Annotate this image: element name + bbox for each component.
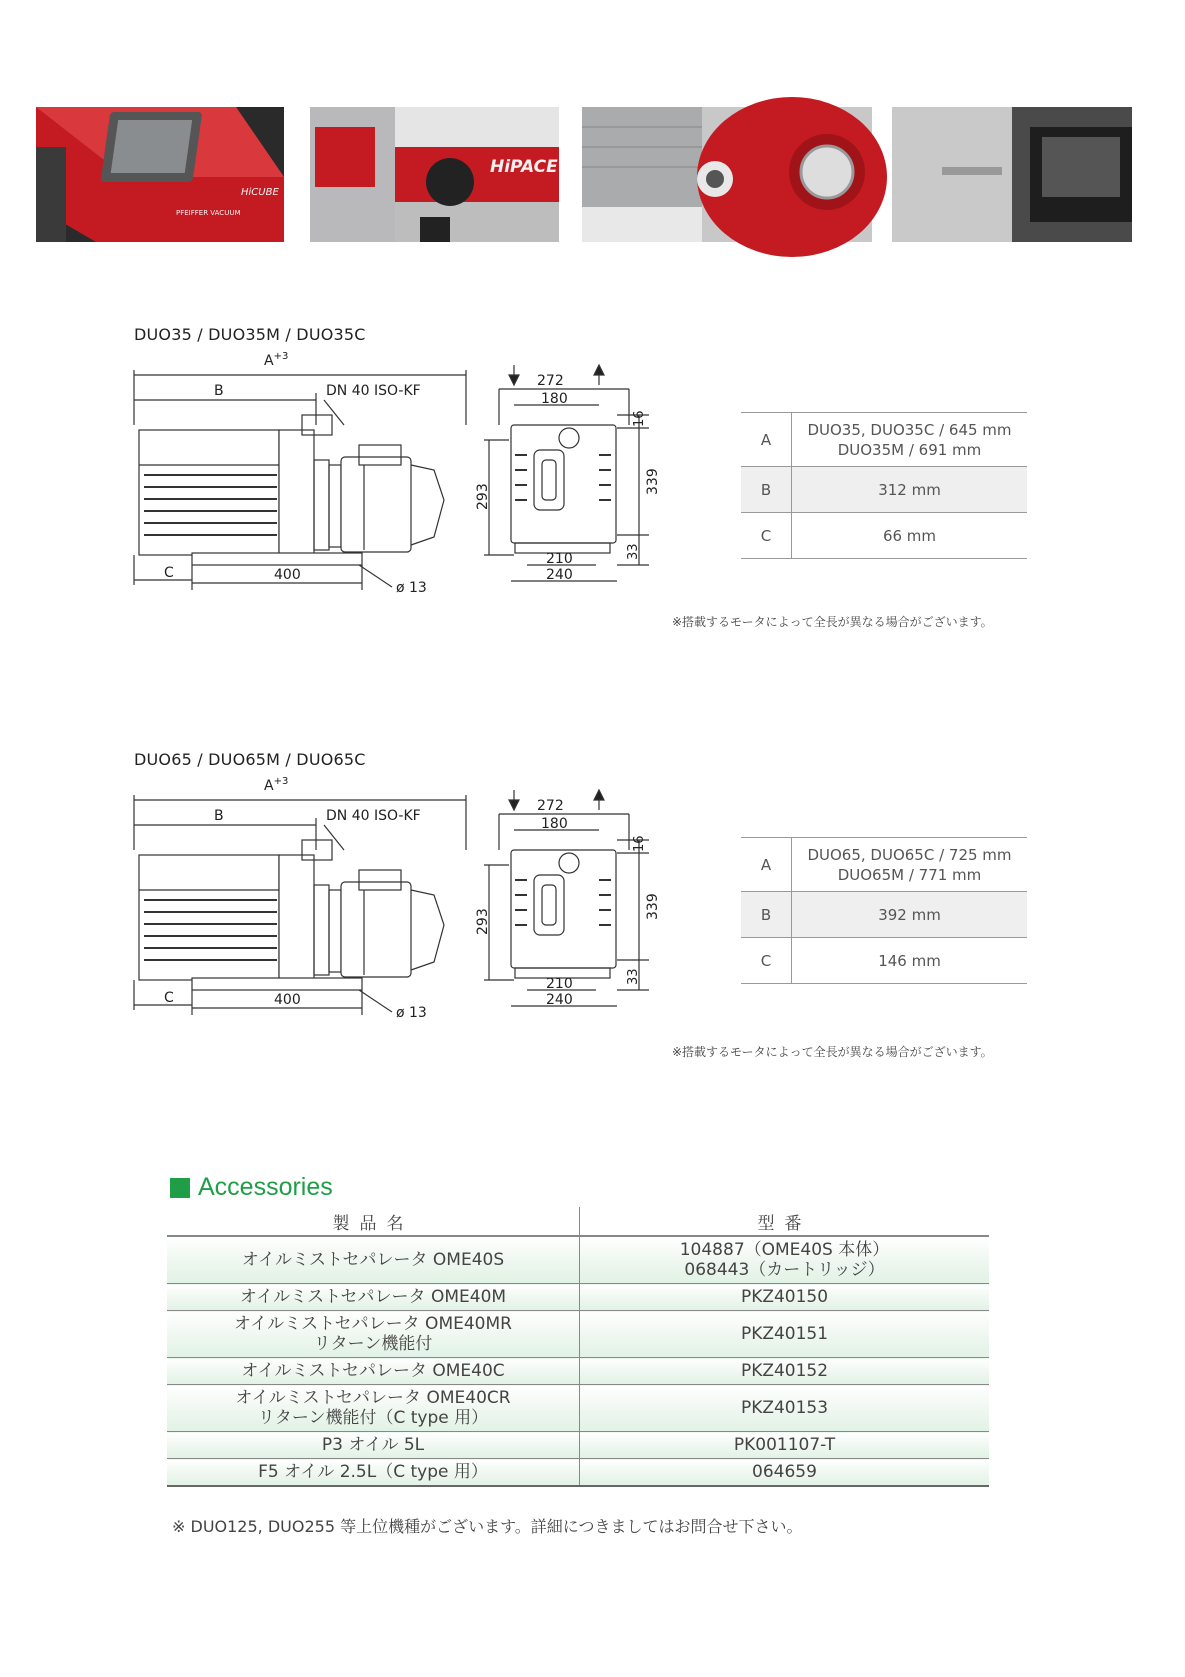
table-row [167,1236,989,1284]
table-row [741,892,1027,938]
product-photo-strip [36,107,1132,242]
dim-c-label: C [164,990,174,1006]
dimension-table [741,837,1027,984]
dimension-table [741,412,1027,559]
row-value: 392 mm [792,892,1028,938]
dim-33: 33 [626,968,641,985]
row-value: DUO65, DUO65C / 725 mm [807,845,1012,864]
row-value: DUO35, DUO35C / 645 mm [807,420,1012,439]
brand-label: PFEIFFER VACUUM [176,209,241,217]
section-title: DUO65 / DUO65M / DUO65C [134,750,366,769]
dim-210: 210 [546,551,573,567]
product-cell: リターン機能付 [313,1334,433,1354]
table-row [741,467,1027,513]
table-row [167,1432,989,1459]
dimension-section-duo65 [134,750,1034,1070]
header-part-number: 型番 [580,1207,990,1236]
product-cell: オイルミストセパレータ OME40MR [234,1314,512,1334]
front-view-drawing [475,780,674,1020]
dim-16: 16 [632,410,647,427]
accessories-table [167,1207,989,1487]
row-value: DUO65M / 771 mm [837,865,982,884]
dim-a-label: $A^{+3}$ [264,776,289,794]
accessories-heading [170,1173,333,1202]
header-product-name: 製品名 [167,1207,580,1236]
motor-note: ※搭載するモータによって全長が異なる場合がございます。 [672,1045,993,1059]
controller-photo [892,107,1132,242]
hipace-photo [310,107,559,242]
footer-note: ※ DUO125, DUO255 等上位機種がございます。詳細につきましてはお問合せ下さい。 [172,1517,803,1536]
table-row [167,1284,989,1311]
dim-16: 16 [632,835,647,852]
flange-label: DN 40 ISO-KF [326,808,421,824]
heading-square-icon [170,1178,190,1198]
product-cell: オイルミストセパレータ OME40CR [235,1388,511,1408]
model-label: HiPACE [490,157,558,177]
table-row [741,838,1027,892]
part-cell: PK001107-T [580,1432,990,1459]
table-row [167,1358,989,1385]
dim-b-label: B [214,808,224,824]
part-cell: 064659 [580,1459,990,1487]
part-cell: PKZ40153 [580,1385,990,1432]
row-value: DUO35M / 691 mm [837,440,982,459]
dim-a-label: $A^{+3}$ [264,351,289,369]
row-key: B [741,467,792,513]
dim-b-label: B [214,383,224,399]
row-value: 312 mm [792,467,1028,513]
hicube-photo [36,107,284,242]
flange-label: DN 40 ISO-KF [326,383,421,399]
table-row [167,1459,989,1487]
row-key: C [741,938,792,984]
dim-240: 240 [546,992,573,1008]
dim-33: 33 [626,543,641,560]
dim-c-label: C [164,565,174,581]
dimension-section-duo35 [134,325,1034,645]
row-value: 66 mm [792,513,1028,559]
product-cell: P3 オイル 5L [167,1432,580,1459]
table-row [741,413,1027,467]
part-cell: 068443（カートリッジ） [684,1260,885,1280]
dim-180: 180 [541,816,568,832]
row-key: A [741,838,792,892]
table-row [167,1311,989,1358]
row-key: B [741,892,792,938]
dim-210: 210 [546,976,573,992]
hole-label: ø 13 [396,580,427,596]
table-row [741,938,1027,984]
front-view-drawing [475,355,674,595]
row-value: 146 mm [792,938,1028,984]
table-header-row [167,1207,989,1236]
dim-339: 339 [645,893,661,920]
dim-293: 293 [475,483,491,510]
table-row [167,1385,989,1432]
product-cell: リターン機能付（C type 用） [257,1408,489,1428]
dim-base-label: 400 [274,567,301,583]
row-key: C [741,513,792,559]
dim-339: 339 [645,468,661,495]
duo-pump-photo [582,107,872,242]
dim-272: 272 [537,373,564,389]
hole-label: ø 13 [396,1005,427,1021]
dim-180: 180 [541,391,568,407]
product-cell: オイルミストセパレータ OME40S [167,1236,580,1284]
dim-293: 293 [475,908,491,935]
part-cell: 104887（OME40S 本体） [679,1240,890,1260]
product-cell: オイルミストセパレータ OME40M [167,1284,580,1311]
dim-base-label: 400 [274,992,301,1008]
part-cell: PKZ40151 [580,1311,990,1358]
product-cell: オイルミストセパレータ OME40C [167,1358,580,1385]
part-cell: PKZ40152 [580,1358,990,1385]
row-key: A [741,413,792,467]
accessories-title: Accessories [198,1173,333,1201]
section-title: DUO35 / DUO35M / DUO35C [134,325,366,344]
model-label: HiCUBE [241,187,279,198]
dim-272: 272 [537,798,564,814]
motor-note: ※搭載するモータによって全長が異なる場合がございます。 [672,615,993,629]
table-row [741,513,1027,559]
part-cell: PKZ40150 [580,1284,990,1311]
dim-240: 240 [546,567,573,583]
product-cell: F5 オイル 2.5L（C type 用） [167,1459,580,1487]
